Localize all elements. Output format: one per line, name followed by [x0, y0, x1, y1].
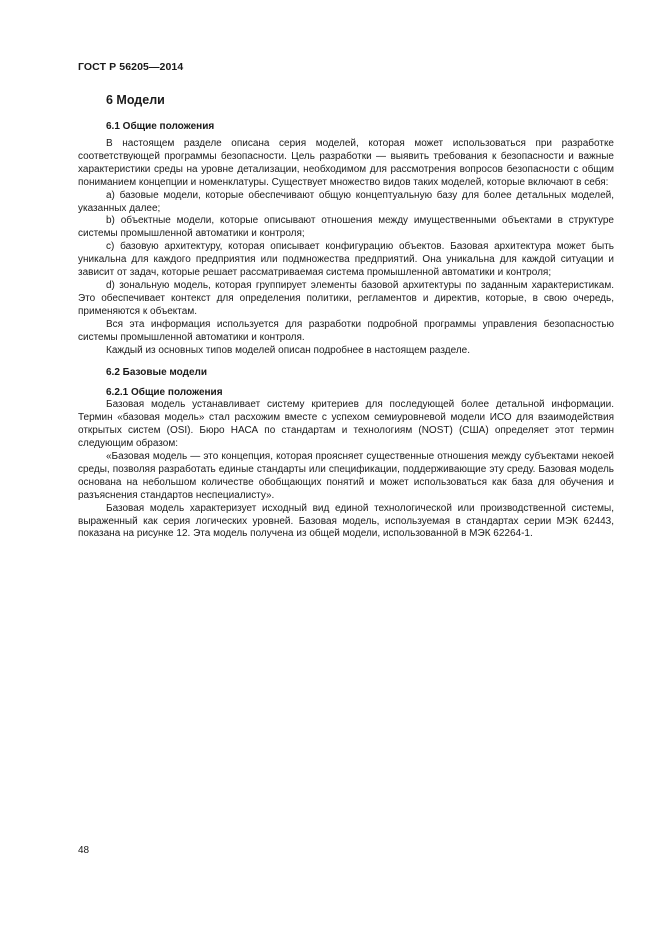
paragraph-6-2-1-closing: Базовая модель характеризует исходный вид единой технологической или производственной системы, выраженный как серия логических уровней. Базовая модель, используемая в стандартах серии МЭК 62443, показана на рисунке 12. Эта модель получена из общей модели, использованной в МЭК 62264-1.	[78, 502, 614, 540]
list-item-c: c) базовую архитектуру, которая описывает конфигурацию объектов. Базовая архитектура может быть уникальна для каждого предприятия или подмножества предприятий. Она уникальна для каждой ситуации и зависит от задач, которые решает рассматриваемая система промышленной автоматики и контроля;	[78, 241, 614, 279]
list-item-a: a) базовые модели, которые обеспечивают общую концептуальную базу для более детальных моделей, указанных далее;	[78, 189, 614, 214]
list-item-d: d) зональную модель, которая группирует элементы базовой архитектуры по заданным характеристикам. Это обеспечивает контекст для определения политики, регламентов и директив, которые, в свою очередь, применяются к объектам.	[78, 279, 614, 317]
paragraph-6-2-1-intro: Базовая модель устанавливает систему критериев для последующей более детальной информации. Термин «базовая модель» стал расхожим вместе с успехом семиуровневой модели ИСО для взаимодействия открытых систем (OSI). Бюро НАСА по стандартам и технологиям (NOST) (США) определяет этот термин следующим образом:	[78, 399, 614, 450]
paragraph-6-1-intro: В настоящем разделе описана серия моделей, которая может использоваться при разработке соответствующей программы безопасности. Цель разработки — выявить требования к безопасности и важные характеристики среды на уровне детализации, необходимом для рассмотрения вопросов безопасности с общим пониманием концепции и номенклатуры. Существует множество видов таких моделей, которые включают в себя:	[78, 138, 614, 188]
paragraph-6-1-closing: Каждый из основных типов моделей описан подробнее в настоящем разделе.	[106, 344, 470, 356]
subsection-heading-6-2-1: 6.2.1 Общие положения	[106, 387, 223, 399]
spacer	[78, 357, 614, 366]
section-heading-6: 6 Модели	[106, 93, 165, 107]
paragraph-6-1-summary: Вся эта информация используется для разработки подробной программы управления безопасностью системы промышленной автоматики и контроля.	[78, 318, 614, 343]
quote-nost-definition: «Базовая модель — это концепция, которая проясняет существенные отношения между субъектами некоей среды, позволяя разработать единые стандарты или спецификации, поддерживающие эту среду. Базовая модель основана на небольшом количестве обобщающих понятий и может использоваться как база для обучения и разъяснения стандартов неспециалисту».	[78, 451, 614, 501]
list-item-b: b) объектные модели, которые описывают отношения между имущественными объектами в структуре системы промышленной автоматики и контроля;	[78, 215, 614, 240]
document-body	[78, 93, 614, 541]
page-number: 48	[78, 845, 90, 856]
subsection-heading-6-2: 6.2 Базовые модели	[106, 367, 208, 379]
document-code: ГОСТ Р 56205—2014	[78, 61, 184, 73]
subsection-heading-6-1: 6.1 Общие положения	[106, 121, 215, 132]
